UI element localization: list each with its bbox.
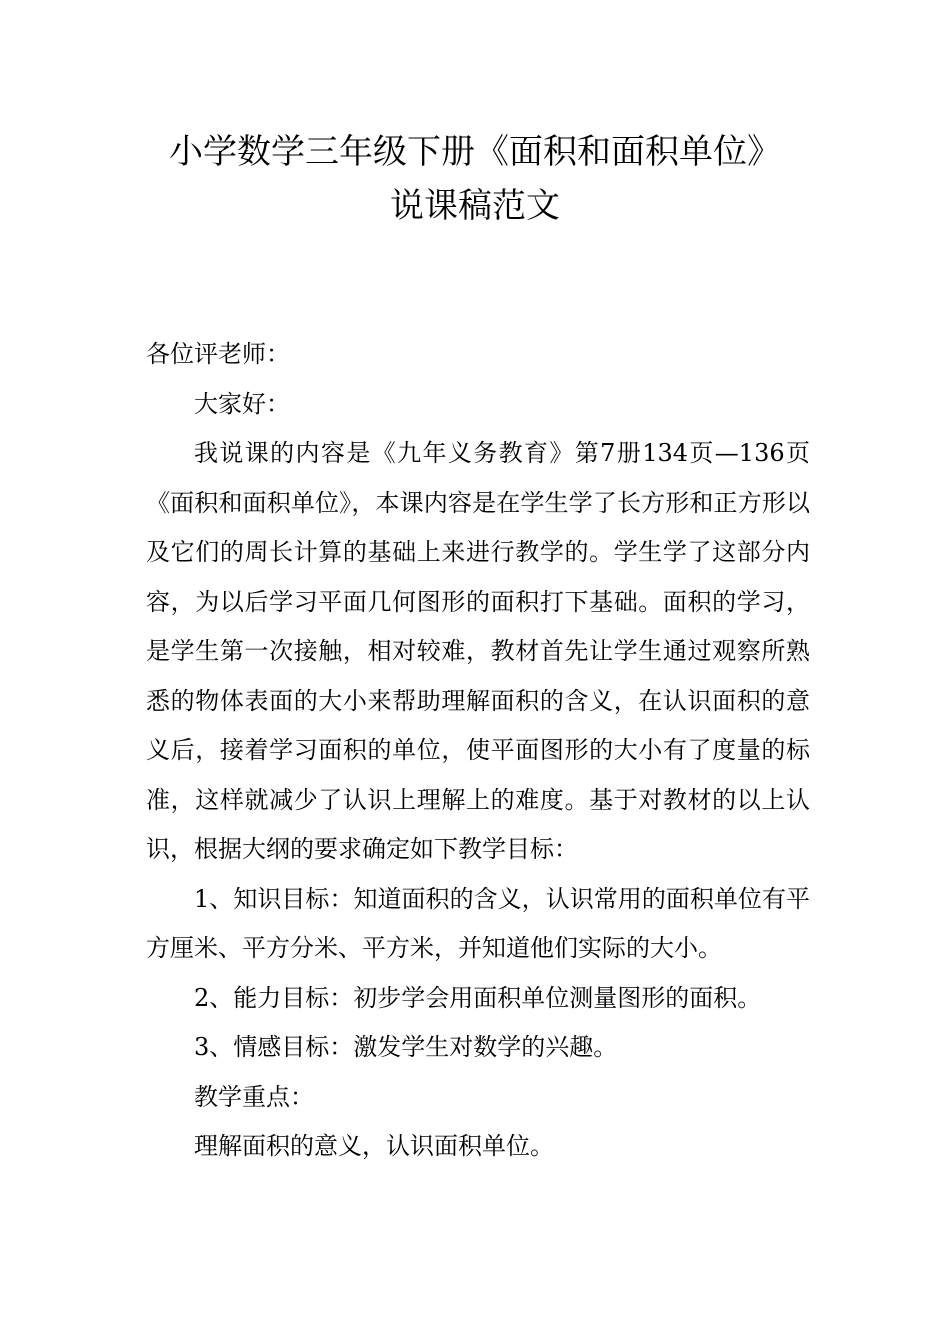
document-body: [146, 330, 810, 1172]
objective-ability: 2、能力目标：初步学会用面积单位测量图形的面积。: [194, 983, 762, 1012]
salutation: 各位评老师：: [146, 340, 290, 368]
content-paragraph: 我说课的内容是《九年义务教育》第7册134页—136页《面积和面积单位》，本课内容是在学生学了长方形和正方形以及它们的周长计算的基础上来进行教学的。学生学了这部分内容，为以后学习平面几何图形的面积打下基础。面积的学习，是学生第一次接触，相对较难，教材首先让学生通过观察所熟悉的物体表面的大小来帮助理解面积的含义，在认识面积的意义后，接着学习面积的单位，使平面图形的大小有了度量的标准，这样就减少了认识上理解上的难度。基于对教材的以上认识，根据大纲的要求确定如下教学目标：: [146, 439, 810, 863]
objective-emotion: 3、情感目标：激发学生对数学的兴趣。: [194, 1033, 618, 1061]
key-points-text: 理解面积的意义，认识面积单位。: [194, 1132, 554, 1160]
document-title-line-1: 小学数学三年级下册《面积和面积单位》: [169, 132, 781, 172]
greeting: 大家好：: [194, 389, 290, 418]
key-points-heading: 教学重点：: [194, 1082, 314, 1111]
objective-knowledge: 1、知识目标：知道面积的含义，认识常用的面积单位有平方厘米、平方分米、平方米，并知道他们实际的大小。: [146, 884, 810, 962]
document-title-line-2: 说课稿范文: [390, 186, 560, 226]
